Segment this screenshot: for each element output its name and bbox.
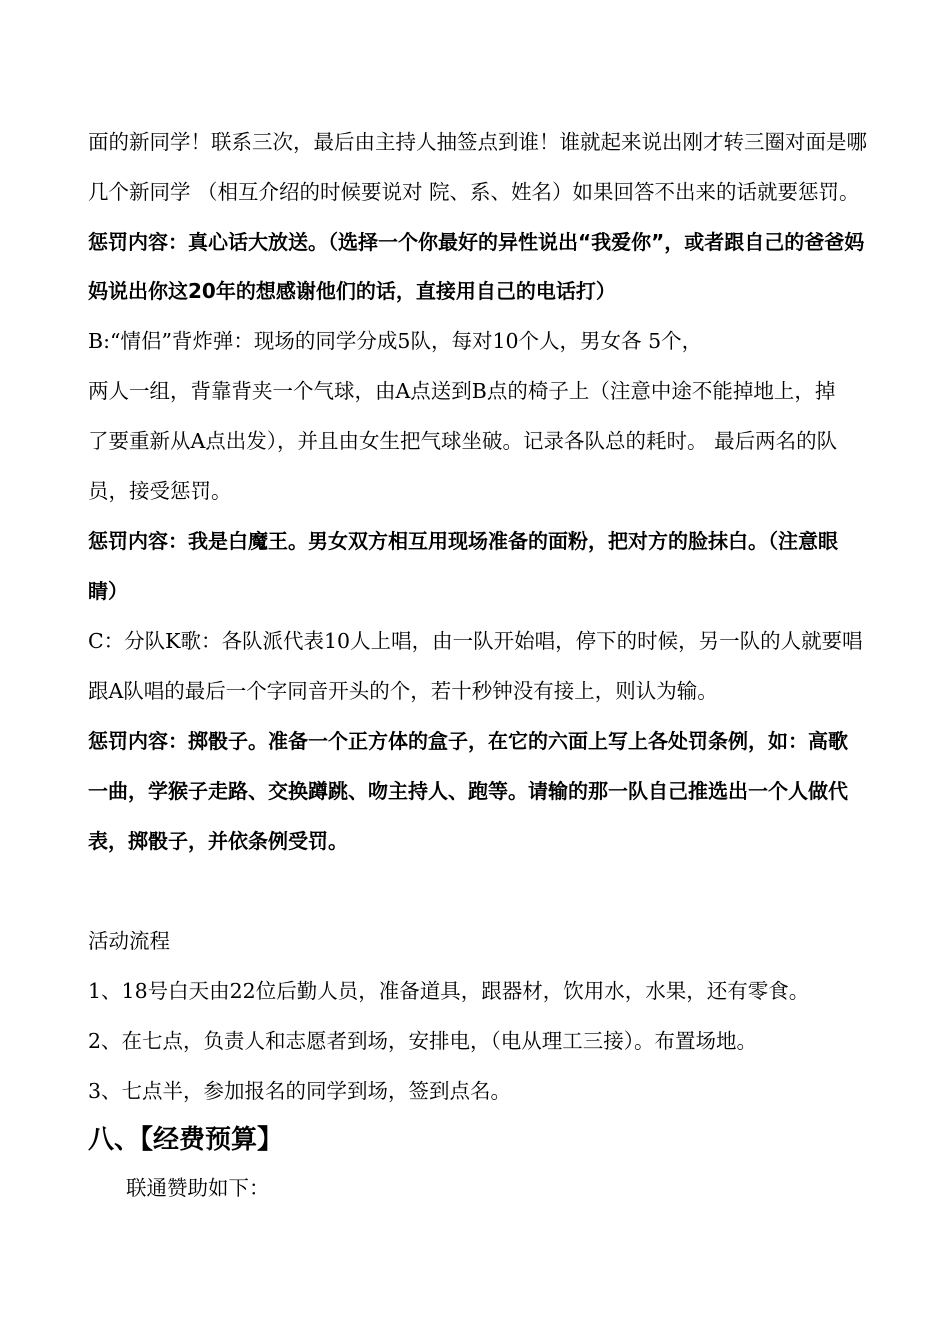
paragraph-line: 跟A队唱的最后一个字同音开头的个，若十秒钟没有接上，则认为输。 [88, 679, 718, 703]
paragraph-line: 几个新同学 （相互介绍的时候要说对 院、系、姓名）如果回答不出来的话就要惩罚。 [88, 180, 860, 204]
section-heading: 八、【经费预算】 [88, 1125, 284, 1155]
penalty-line: 惩罚内容：掷骰子。准备一个正方体的盒子，在它的六面上写上各处罚条例，如：高歌 [88, 729, 848, 753]
paragraph-line: 了要重新从A点出发），并且由女生把气球坐破。记录各队总的耗时。 最后两名的队 [88, 429, 838, 453]
process-step: 2、在七点，负责人和志愿者到场，安排电，（电从理工三接）。布置场地。 [88, 1029, 758, 1053]
game-b-line: B:“情侣”背炸弹：现场的同学分成5队，每对10个人，男女各 5个， [88, 329, 703, 353]
sponsor-line: 联通赞助如下： [126, 1176, 270, 1200]
penalty-line: 睛） [88, 579, 128, 603]
process-step: 1、18号白天由22位后勤人员，准备道具，跟器材，饮用水，水果，还有零食。 [88, 979, 810, 1003]
penalty-line: 惩罚内容：真心话大放送。（选择一个你最好的异性说出“我爱你”，或者跟自己的爸爸妈 [88, 230, 865, 254]
process-title: 活动流程 [88, 929, 170, 953]
penalty-line: 妈说出你这20年的想感谢他们的话，直接用自己的电话打） [88, 279, 616, 303]
paragraph-line: 面的新同学！联系三次，最后由主持人抽签点到谁！谁就起来说出刚才转三圈对面是哪 [88, 130, 867, 154]
penalty-line: 一曲，学猴子走路、交换蹲跳、吻主持人、跑等。请输的那一队自己推选出一个人做代 [88, 779, 848, 803]
paragraph-line: 两人一组，背靠背夹一个气球，由A点送到B点的椅子上（注意中途不能掉地上，掉 [88, 379, 836, 403]
penalty-line: 表，掷骰子，并依条例受罚。 [88, 829, 348, 853]
penalty-line: 惩罚内容：我是白魔王。男女双方相互用现场准备的面粉，把对方的脸抹白。（注意眼 [88, 529, 838, 553]
process-step: 3、七点半，参加报名的同学到场，签到点名。 [88, 1079, 512, 1103]
paragraph-line: 员，接受惩罚。 [88, 479, 232, 503]
game-c-line: C：分队K歌：各队派代表10人上唱，由一队开始唱，停下的时候，另一队的人就要唱 [88, 629, 863, 653]
